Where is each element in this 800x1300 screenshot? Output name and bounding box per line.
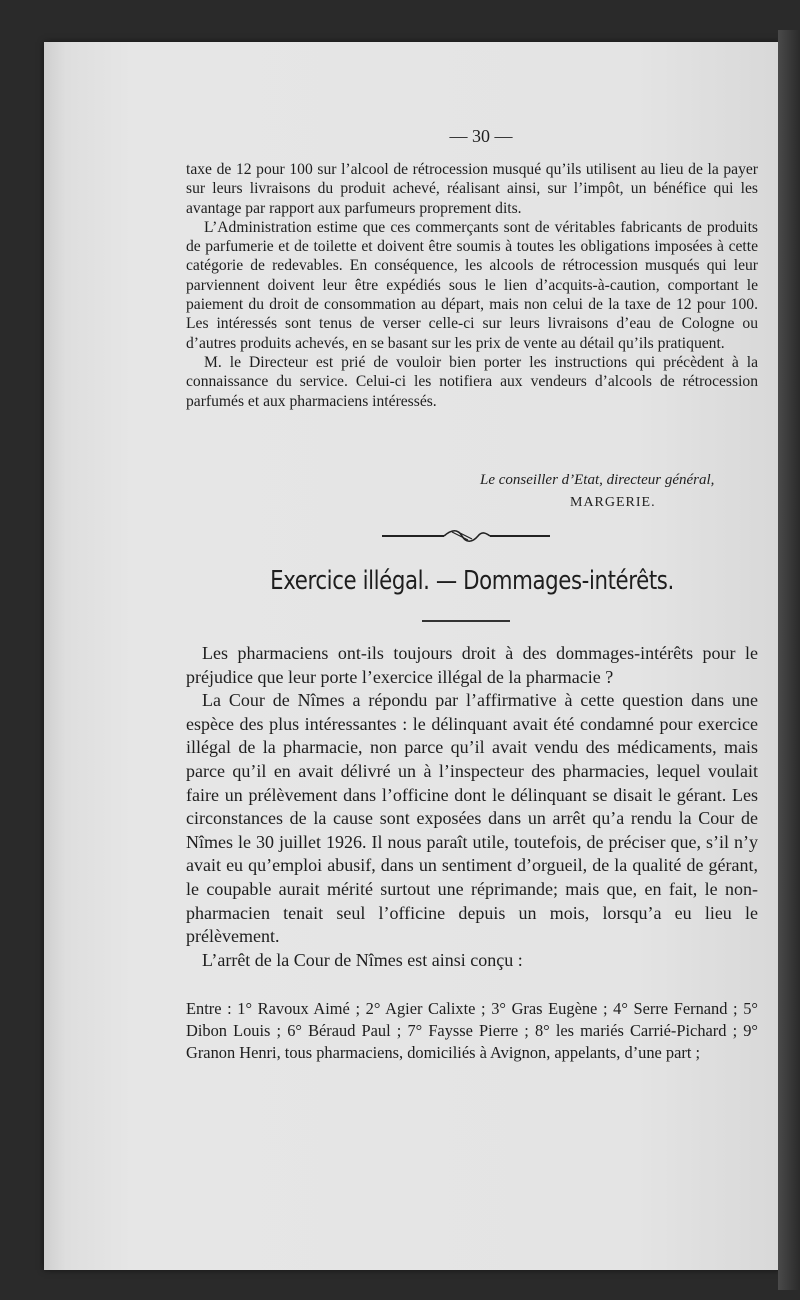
continued-paragraph: taxe de 12 pour 100 sur l’alcool de rétrocession musqué qu’ils utilisent au lieu de la payer sur leurs livraisons du produit achevé, réalisant ainsi, sur l’impôt, un bénéfice qui les avantage par rapport aux parfumeurs proprement dits. bbox=[186, 161, 758, 217]
section-heading: Exercice illégal. — Dommages-intérêts. bbox=[270, 566, 674, 596]
cour-paragraph: La Cour de Nîmes a répondu par l’affirmative à cette question dans une espèce des plus intéressantes : le délinquant avait été condamné pour exercice illégal de la pharmacie, non parce qu’il avait vendu des médicaments, mais parce qu’il en avait délivré un à l’inspecteur des pharmacies, lequel voulait faire un prélèvement dans l’officine dont le délinquant se disait le gérant. Les circonstances de la cause sont exposées dans un arrêt qu’a rendu la Cour de Nîmes le 30 juillet 1926. Il nous paraît utile, toutefois, de préciser que, s’il n’y avait eu qu’emploi abusif, dans un sentiment d’orgueil, de la qualité de gérant, le coupable aurait mérité surtout une réprimande; mais que, en fait, le non-pharmacien tenait seul l’officine depuis un mois, lorsqu’a eu lieu le prélèvement. bbox=[186, 690, 758, 947]
page-edge bbox=[778, 30, 800, 1290]
arret-intro: L’arrêt de la Cour de Nîmes est ainsi conçu : bbox=[202, 949, 523, 970]
heading-rule bbox=[422, 620, 510, 622]
article-text bbox=[186, 642, 758, 972]
question-paragraph: Les pharmaciens ont-ils toujours droit à des dommages-intérêts pour le préjudice que leur porte l’exercice illégal de la pharmacie ? bbox=[186, 643, 758, 687]
page-number: — 30 — bbox=[449, 126, 513, 146]
entre-section bbox=[186, 998, 758, 1064]
administration-paragraph: L’Administration estime que ces commerçants sont de véritables fabricants de produits de parfumerie et de toilette et doivent être soumis à toutes les obligations imposées à cette catégorie de redevables. En conséquence, les alcools de rétrocession musqués qui leur parviennent doivent leur être expédiés sous le lien d’acquits-à-caution, comportant le paiement du droit de consommation au départ, mais non celui de la taxe de 12 pour 100. Les intéressés sont tenus de verser celle-ci sur leurs livraisons d’eau de Cologne ou d’autres produits achevés, en se basant sur les prix de vente au détail qu’ils pratiquent. bbox=[186, 218, 758, 352]
entre-paragraph: Entre : 1° Ravoux Aimé ; 2° Agier Calixte ; 3° Gras Eugène ; 4° Serre Fernand ; 5° Dibon Louis ; 6° Béraud Paul ; 7° Faysse Pierre ; 8° les mariés Carrié-Pichard ; 9° Granon Henri, tous pharmaciens, domiciliés à Avignon, appelants, d’une part ; bbox=[186, 999, 758, 1062]
signature-name: MARGERIE. bbox=[570, 495, 656, 510]
circular-text bbox=[186, 160, 758, 411]
book-page bbox=[44, 42, 782, 1270]
ornament-divider-icon bbox=[382, 525, 550, 545]
director-paragraph: M. le Directeur est prié de vouloir bien porter les instructions qui précèdent à la connaissance du service. Celui-ci les notifiera aux vendeurs d’alcools de rétrocession parfumés et aux pharmaciens intéressés. bbox=[186, 353, 758, 410]
signature-title: Le conseiller d’Etat, directeur général, bbox=[480, 472, 715, 488]
